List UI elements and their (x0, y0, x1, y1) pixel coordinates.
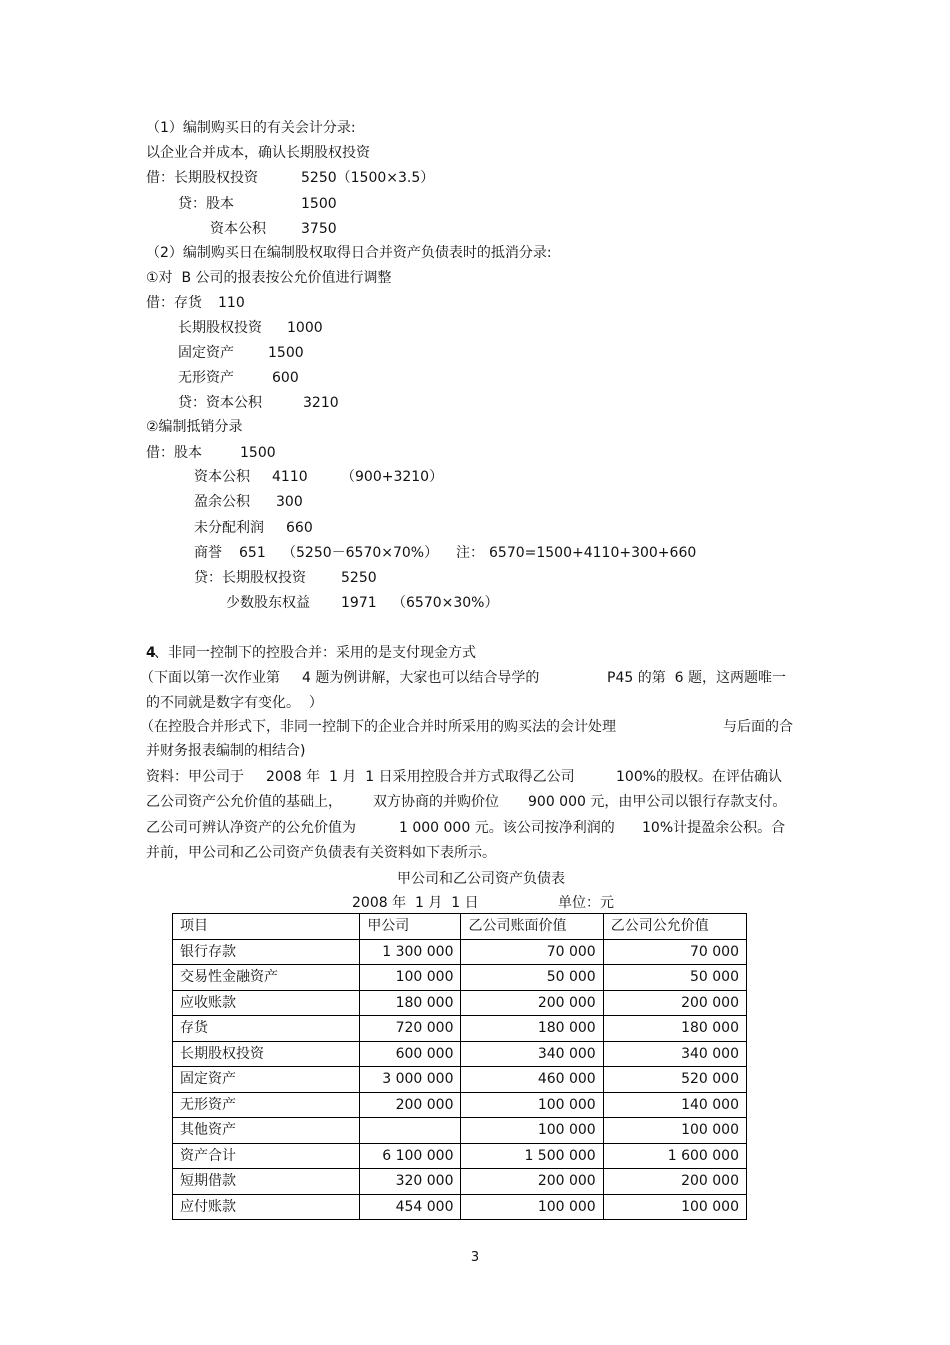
paragraph-text: 与后面的合 (723, 719, 793, 735)
entry-debit-label: 固定资产 (178, 345, 234, 361)
entry-debit-amount: 5250（1500×3.5） (301, 170, 435, 186)
entry-debit-amount: 4110 (272, 469, 308, 485)
step-2b-heading: ②编制抵销分录 (146, 419, 243, 435)
entry-debit-label: 借：存货 (146, 295, 202, 311)
step-1-heading: （1）编制购买日的有关会计分录: (146, 120, 356, 136)
balance-sheet-table (172, 913, 747, 1220)
table-row (173, 990, 747, 1016)
entry-note: （900+3210） (341, 469, 444, 485)
entry-debit-amount: 600 (272, 370, 299, 386)
table-row (173, 1092, 747, 1118)
table-header-cell: 乙公司账面价值 (461, 914, 603, 940)
paragraph-text: 的不同就是数字有变化。 ） (146, 695, 323, 711)
entry-credit-amount: 1971 (341, 595, 377, 611)
table-row (173, 965, 747, 991)
table-cell: 100 000 (603, 1118, 746, 1144)
table-cell: 6 100 000 (360, 1143, 461, 1169)
table-row (173, 1016, 747, 1042)
table-cell: 720 000 (360, 1016, 461, 1042)
entry-debit-label: 商誉 (194, 545, 222, 561)
table-row (173, 1143, 747, 1169)
step-2a-heading: ①对 B 公司的报表按公允价值进行调整 (146, 270, 392, 286)
entry-credit-amount: 3750 (301, 221, 337, 237)
table-row-label: 其他资产 (173, 1118, 360, 1144)
paragraph-text: 并前，甲公司和乙公司资产负债表有关资料如下表所示。 (146, 845, 496, 861)
entry-debit-label: 长期股权投资 (178, 320, 262, 336)
table-row-label: 固定资产 (173, 1067, 360, 1093)
table-cell: 340 000 (461, 1041, 603, 1067)
entry-credit-label: 少数股东权益 (226, 595, 310, 611)
table-row-label: 无形资产 (173, 1092, 360, 1118)
entry-credit-label: 贷：资本公积 (178, 395, 262, 411)
paragraph-text: 900 000 元，由甲公司以银行存款支付。 (528, 794, 787, 810)
entry-note: （5250－6570×70%） (282, 545, 439, 561)
table-cell: 50 000 (603, 965, 746, 991)
table-cell: 50 000 (461, 965, 603, 991)
table-row (173, 1067, 747, 1093)
section-4-number: 4 (146, 645, 156, 661)
table-row-label: 资产合计 (173, 1143, 360, 1169)
paragraph-text: 乙公司资产公允价值的基础上， (146, 794, 342, 810)
table-cell: 100 000 (461, 1092, 603, 1118)
table-cell: 320 000 (360, 1169, 461, 1195)
table-cell: 200 000 (360, 1092, 461, 1118)
table-header-cell: 项目 (173, 914, 360, 940)
table-header-cell: 乙公司公允价值 (603, 914, 746, 940)
table-cell: 340 000 (603, 1041, 746, 1067)
entry-credit-label: 贷：长期股权投资 (194, 570, 306, 586)
entry-debit-label: 未分配利润 (194, 520, 264, 536)
entry-debit-label: 资本公积 (194, 469, 250, 485)
entry-debit-amount: 660 (286, 520, 313, 536)
entry-debit-amount: 110 (218, 295, 245, 311)
table-cell: 70 000 (461, 939, 603, 965)
table-cell: 1 300 000 (360, 939, 461, 965)
table-cell: 200 000 (603, 1169, 746, 1195)
paragraph-text: （在控股合并形式下，非同一控制下的企业合并时所采用的购买法的会计处理 (140, 719, 616, 735)
table-unit: 单位：元 (558, 895, 614, 911)
table-row (173, 1194, 747, 1220)
step-2-heading: （2）编制购买日在编制股权取得日合并资产负债表时的抵消分录: (146, 245, 552, 261)
table-cell: 100 000 (461, 1118, 603, 1144)
entry-note: 6570=1500+4110+300+660 (489, 545, 697, 561)
table-cell: 454 000 (360, 1194, 461, 1220)
table-cell: 1 500 000 (461, 1143, 603, 1169)
table-date: 2008 年 1 月 1 日 (352, 895, 479, 911)
entry-debit-amount: 1000 (287, 320, 323, 336)
table-row (173, 1169, 747, 1195)
entry-credit-label: 资本公积 (210, 221, 266, 237)
section-4-heading: 、非同一控制下的控股合并：采用的是支付现金方式 (154, 645, 476, 661)
entry-debit-label: 盈余公积 (194, 494, 250, 510)
table-row-label: 交易性金融资产 (173, 965, 360, 991)
entry-note: （6570×30%） (392, 595, 499, 611)
table-cell: 460 000 (461, 1067, 603, 1093)
table-cell: 1 600 000 (603, 1143, 746, 1169)
table-row-label: 长期股权投资 (173, 1041, 360, 1067)
entry-note-label: 注： (456, 545, 484, 561)
table-cell: 140 000 (603, 1092, 746, 1118)
table-row (173, 939, 747, 965)
paragraph-text: 10%计提盈余公积。合 (642, 820, 786, 836)
entry-debit-amount: 300 (276, 494, 303, 510)
paragraph-text: 双方协商的并购价位 (373, 794, 499, 810)
page-number: 3 (470, 1250, 480, 1265)
entry-credit-amount: 5250 (341, 570, 377, 586)
table-cell: 200 000 (461, 990, 603, 1016)
table-row (173, 1118, 747, 1144)
table-row-label: 银行存款 (173, 939, 360, 965)
paragraph-text: 1 000 000 元。该公司按净利润的 (399, 820, 615, 836)
entry-debit-amount: 1500 (268, 345, 304, 361)
table-cell: 100 000 (461, 1194, 603, 1220)
table-cell: 100 000 (360, 965, 461, 991)
table-cell: 200 000 (461, 1169, 603, 1195)
table-cell: 200 000 (603, 990, 746, 1016)
table-cell: 70 000 (603, 939, 746, 965)
table-header-row (173, 914, 747, 940)
entry-debit-amount: 1500 (240, 445, 276, 461)
paragraph-text: 乙公司可辨认净资产的公允价值为 (146, 820, 356, 836)
table-row (173, 1041, 747, 1067)
entry-debit-label: 借：长期股权投资 (146, 170, 258, 186)
paragraph-text: 4 题为例讲解，大家也可以结合导学的 (302, 670, 540, 686)
entry-credit-label: 贷：股本 (178, 196, 234, 212)
entry-debit-amount: 651 (239, 545, 266, 561)
paragraph-text: 资料：甲公司于 (146, 769, 244, 785)
table-cell: 100 000 (603, 1194, 746, 1220)
table-cell: 180 000 (603, 1016, 746, 1042)
paragraph-text: 100%的股权。在评估确认 (616, 769, 783, 785)
table-header-cell: 甲公司 (360, 914, 461, 940)
table-row-label: 应付账款 (173, 1194, 360, 1220)
paragraph-text: 2008 年 1 月 1 日采用控股合并方式取得乙公司 (266, 769, 575, 785)
paragraph-text: P45 的第 6 题，这两题唯一 (607, 670, 786, 686)
table-cell (360, 1118, 461, 1144)
paragraph-text: （下面以第一次作业第 (140, 670, 280, 686)
table-title: 甲公司和乙公司资产负债表 (397, 871, 565, 887)
table-cell: 180 000 (461, 1016, 603, 1042)
table-cell: 600 000 (360, 1041, 461, 1067)
table-cell: 520 000 (603, 1067, 746, 1093)
table-row-label: 短期借款 (173, 1169, 360, 1195)
paragraph-text: 并财务报表编制的相结合) (146, 743, 306, 759)
entry-debit-label: 无形资产 (178, 370, 234, 386)
entry-credit-amount: 3210 (303, 395, 339, 411)
step-1-description: 以企业合并成本，确认长期股权投资 (146, 145, 370, 161)
table-cell: 180 000 (360, 990, 461, 1016)
table-cell: 3 000 000 (360, 1067, 461, 1093)
entry-debit-label: 借：股本 (146, 445, 202, 461)
table-row-label: 存货 (173, 1016, 360, 1042)
entry-credit-amount: 1500 (301, 196, 337, 212)
table-row-label: 应收账款 (173, 990, 360, 1016)
